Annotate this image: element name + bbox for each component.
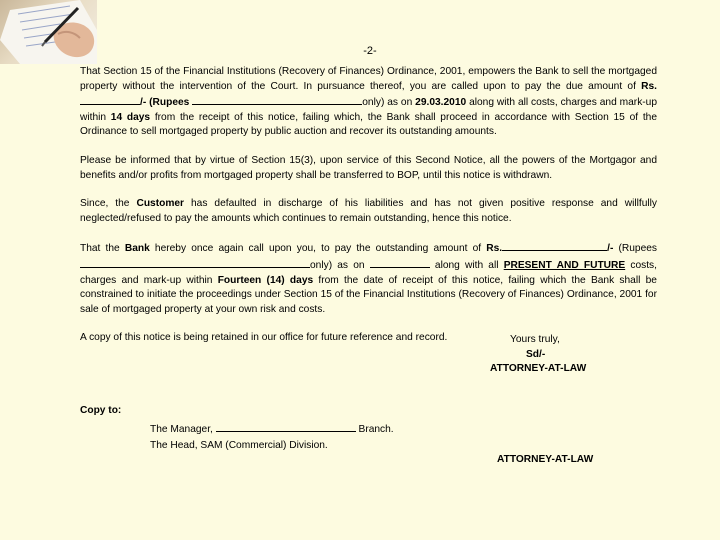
signoff-block <box>490 333 586 377</box>
paragraph-section-15: That Section 15 of the Financial Institutions (Recovery of Finances) Ordinance, 2001, empowers the Bank to sell the mortgaged property without the intervention of the Court. In pursuance thereof, you are called upon to pay the due amount of Rs./- (Rupees only) as on 29.03.2010 along with all costs, charges and mark-up within 14 days from the receipt of this notice, failing which, the Bank shall proceed in accordance with Section 15 of the Ordinance to sell mortgaged property by public auction and recover its outstanding amounts. <box>80 66 658 138</box>
sd: Sd/- <box>526 348 546 360</box>
paragraph-demand: That the Bank hereby once again call upon you, to pay the outstanding amount of Rs. /- (Rupees only) as on along with all PRESENT AND FUTURE costs, charges and mark-up within Fourteen (14) days from the date of receipt of this notice, failing which the Bank shall be constrained to initiate the proceedings under Section 15 of the Financial Institutions (Recovery of Finances) Ordinance, 2001 for sale of mortgaged property at your own risk and costs. <box>80 240 657 317</box>
paragraph-section-15-3: Please be informed that by virtue of Section 15(3), upon service of this Second Notice, all the powers of the Mortgagor and benefits and/or profits from mortgaged property shall be transferred to BOP, until this notice is withdrawn. <box>80 154 657 181</box>
notice-body <box>80 65 657 360</box>
copy-to-list <box>150 421 394 454</box>
yours-truly: Yours truly, <box>510 334 560 345</box>
copy-to-label: Copy to: <box>80 405 122 416</box>
paragraph-default: Since, the Customer has defaulted in discharge of his liabilities and has not given positive response and willfully neglected/refused to pay the amounts which continues to remain outstanding, hence this notice. <box>80 198 658 224</box>
paragraph-copy-retained: A copy of this notice is being retained in our office for future reference and record. <box>80 332 448 344</box>
copy-to-head: The Head, SAM (Commercial) Division. <box>150 440 328 451</box>
signatory: ATTORNEY-AT-LAW <box>490 363 587 375</box>
copy-to-manager: The Manager, Branch. <box>150 421 394 438</box>
footer-signatory: ATTORNEY-AT-LAW <box>497 454 594 465</box>
page-number: -2- <box>363 45 377 57</box>
